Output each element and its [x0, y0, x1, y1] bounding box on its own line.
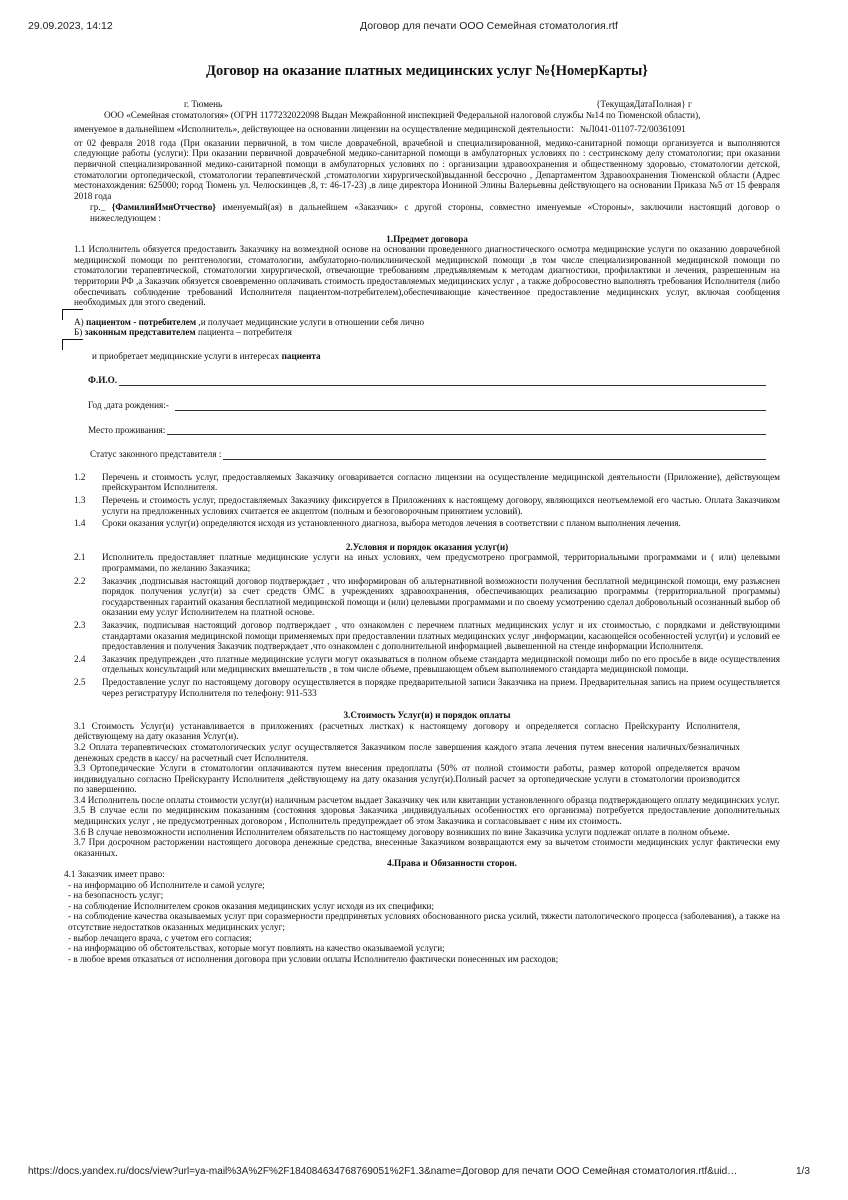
clause-1-3 [74, 495, 780, 516]
clause-text: Заказчик ,подписывая настоящий договор подтверждает , что информирован об альтернативной возможности получения бесплатной медицинской помощи, ему разъяснен порядок получения услуг(и) за счет средств ОМС в учреждениях здравоохранения, обеспечивающих реализацию программы (территориальной программы) государственных гарантий оказания бесплатной медицинской помощи и (или) целевыми программами и по своему усмотрению сделал добровольный осознанный выбор об оказании ему услуг Исполнителем на платной основе. [102, 575, 780, 618]
clause-text: Заказчик, подписывая настоящий договор подтверждает , что ознакомлен с перечнем платных медицинских услуг и их стоимостью, с порядками и действующими стандартами оказания медицинской помощи применяемых при предоставлении платных медицинских услуг ,информации, касающейся особенностей услуг(и) и условий ее предоставления и получения Заказчик подтверждает ,что ознакомлен с дополнительной информацией ,вывешенной на стенде информации Исполнителя. [102, 619, 780, 652]
option-a-bold: пациентом - потребителем [86, 316, 197, 327]
client-fio-placeholder: {ФамилияИмяОтчество} [111, 202, 216, 213]
checkbox-option-b[interactable] [62, 339, 83, 350]
option-a-letter: А) [74, 316, 86, 327]
clause-3-3: 3.3 Ортопедические Услуги в стоматологии оплачиваются путем внесения предоплаты (50% от полной стоимости работы, размер которой определяется врачом индивидуально согласно Прейскуранту Исполнителя ,действующему на дату оказания услуг(и).Полный расчет за ортопедические услуги в стоматологии производится по завершению. [74, 763, 740, 795]
right-item: - выбор лечащего врача, с учетом его согласия; [68, 932, 252, 943]
preamble-license: от 02 февраля 2018 года (При оказании первичной, в том числе доврачебной, врачебной и специализированной, медико-санитарной помощи организуется и выполняются следующие работы (услуги): При оказании первичной доврачебной медико-санитарной помощи в амбулаторных условиях по : сестринскому делу стоматологии; при оказании первичной специализированной медико-санитарной помощи в амбулаторных условиях по : организации здравоохранения и общественному здоровью, стоматологии детской, стоматологии ортопедической, стоматологии терапевтической ,стоматологии хирургической)выданной бессрочно , Департаментом Здравоохранения Тюменской области (Адрес местонахождения: 625000; город Тюмень ул. Челюскинцев ,8, т: 46-17-23) ,в лице директора Иониной Элины Валерьевны действующего на основании Приказа №5 от 15 февраля 2018 года [74, 137, 780, 201]
right-item: - на безопасность услуг; [68, 890, 164, 901]
right-item: - в любое время отказаться от исполнения договора при условии оплаты Исполнителю фактически понесенных им расходов; [68, 953, 559, 964]
clause-3-5: 3.5 В случае если по медицинским показаниям (состояния здоровья Заказчика ,индивидуальных особенностях его организма) потребуется предоставление дополнительных медицинских услуг , не предусмотренных договором , Исполнитель предупреждает об этом Заказчика и согласовывает с ним их стоимость. [74, 805, 780, 827]
field-status[interactable] [90, 449, 766, 460]
right-item: - на информацию об Исполнителе и самой услуге; [68, 879, 265, 890]
clause-3-1: 3.1 Стоимость Услуг(и) устанавливается в приложениях (расчетных листках) к настоящему договору и определяется согласно Прейскуранту Исполнителя, действующему на дату оказания Услуг(и). [74, 720, 740, 742]
clauses-4 [64, 869, 780, 964]
checkbox-option-a[interactable] [62, 309, 83, 320]
clause-number: 2.2 [74, 575, 86, 586]
clauses-2 [74, 552, 780, 698]
right-item: - на соблюдение Исполнителем сроков оказания медицинских услуг исходя из их специфики; [68, 900, 435, 911]
preamble-line-1: ООО «Семейная стоматология» (ОГРН 1177232022098 Выдан Межрайонной инспекцией Федеральной налоговой службы №14 по Тюменской области), [104, 109, 701, 120]
clause-2-3 [74, 620, 780, 652]
clause-3-2: 3.2 Оплата терапевтических стоматологических услуг осуществляется Заказчиком после завершения каждого этапа лечения путем внесения наличных/безналичных денежных средств в кассу/ на расчетный счет Исполнителя. [74, 741, 740, 763]
clauses-1 [74, 472, 780, 529]
print-doc-title: Договор для печати ООО Семейная стоматология.rtf [360, 20, 618, 32]
clause-text: Перечень и стоимость услуг, предоставляемых Заказчику оговаривается согласно лицензии на осуществление медицинской деятельности (Приложение), действующем прейскурантом Исполнителя. [102, 471, 780, 493]
option-a [74, 317, 780, 328]
clause-3-6: 3.6 В случае невозможности исполнения Исполнителем обязательств по настоящему договору возникших по вине Заказчика услуги подлежат оплате в полном объеме. [74, 826, 730, 837]
clause-text: Исполнитель предоставляет платные медицинские услуги на иных условиях, чем предусмотрено программой, территориальными программами и ( или) целевыми программами, по желанию Заказчика; [102, 552, 780, 573]
clause-1-1: 1.1 Исполнитель обязуется предоставить Заказчику на возмездной основе на основании проведенного диагностического осмотра медицинские услуги по оказанию доврачебной медицинской помощи по рентгенологии, стоматологии, амбулаторно-поликлинической медицинской помощи ,в том числе специализированной медицинской помощи по стоматологии терапевтической, стоматологии хирургической, отвечающие требованиям ,предъявляемым к методам диагностики, профилактики и лечения, разрешенным на территории РФ ,а Заказчик обязуется своевременно оплачивать стоимость предоставляемых медицинских услуг , а также добросовестно выполнять требования Исполнителя (либо обеспечивать соблюдение требований Исполнителя пациентом-потребителем),обеспечивающие качественное предоставление медицинских услуг, включая сообщения необходимых для этого сведений. [74, 244, 780, 308]
acquires-line [74, 351, 780, 362]
clause-number: 2.1 [74, 552, 86, 563]
clause-number: 1.2 [74, 471, 86, 482]
section-1-title: 1.Предмет договора [386, 233, 468, 244]
clause-number: 2.5 [74, 676, 86, 687]
clause-1-2 [74, 472, 780, 493]
clause-2-2 [74, 576, 780, 618]
print-datetime: 29.09.2023, 14:12 [28, 20, 113, 32]
acquires-bold: пациента [281, 350, 321, 361]
field-birth-label: Год ,дата рождения:- [88, 400, 169, 411]
section-3-title: 3.Стоимость Услуг(и) и порядок оплаты [343, 710, 511, 721]
city-date-row [74, 99, 780, 110]
right-item: - на соблюдение качества оказываемых услуг при соразмерности предпринятых условиях обоснованного риска усилий, тяжести патологического процесса (заболевания), а также на отсутствие недостатков оказанных медицинских услуг; [68, 911, 780, 932]
field-address-label: Место проживания: [88, 424, 166, 435]
clause-text: Сроки оказания услуг(и) определяются исходя из установленного диагноза, выбора методов лечения в соответствии с планом выполнения лечения. [102, 518, 681, 529]
contract-title: Договор на оказание платных медицинских услуг №{НомерКарты} [205, 63, 648, 79]
right-item: - на информацию об обстоятельствах, которые могут повлиять на качество оказываемой услуги; [68, 943, 445, 954]
clause-3-4: 3.4 Исполнитель после оплаты стоимости услуг(и) наличным расчетом выдает Заказчику чек или квитанции установленного образца подтверждающего оплату медицинских услуг. [74, 794, 780, 805]
field-birth[interactable] [88, 400, 766, 411]
clause-number: 2.4 [74, 653, 86, 664]
clause-text: Предоставление услуг по настоящему договору осуществляется в порядке предварительной записи Заказчика на прием. Предварительная запись на прием осуществляется через регистратуру Исполнителя по телефону: 911-533 [102, 676, 780, 698]
field-status-label: Статус законного представителя : [90, 449, 222, 460]
field-fio[interactable] [88, 375, 766, 386]
document-page [64, 63, 781, 964]
clause-2-5 [74, 677, 780, 698]
clause-number: 1.4 [74, 518, 86, 529]
clause-number: 1.3 [74, 495, 86, 506]
contract-date: {ТекущаяДатаПолная} г [596, 98, 692, 109]
acquires-text: и приобретает медицинские услуги в интересах [92, 350, 282, 361]
field-address[interactable] [88, 425, 766, 436]
city: г. Тюмень [184, 98, 223, 109]
clause-2-4 [74, 654, 780, 675]
print-url: https://docs.yandex.ru/docs/view?url=ya-mail%3A%2F%2F184084634768769051%2F1.3&name=Договор для печати ООО Семейная стоматология.rtf&uid… [28, 1166, 738, 1177]
option-b-letter: Б) [74, 327, 85, 338]
clause-text: Перечень и стоимость услуг, предоставляемых Заказчику фиксируется в Приложениях к настоящему договору, являющихся неотъемлемой его частью. Оплата Заказчиком услуги на предложенных условиях считается ее акцептом (полным и безоговорочным принятием условий). [102, 495, 780, 516]
option-a-text: ,и получает медицинские услуги в отношении себя лично [196, 316, 425, 327]
option-b [74, 327, 780, 338]
clauses-3 [74, 721, 780, 859]
print-page-number: 1/3 [796, 1166, 810, 1177]
client-prefix: гр._ [90, 202, 106, 213]
clause-number: 2.3 [74, 619, 86, 630]
section-2-title: 2.Условия и порядок оказания услуг(и) [345, 541, 509, 552]
client-intro-text: именуемый(ая) в дальнейшем «Заказчик» с другой стороны, совместно именуемые «Стороны», заключили настоящий договор о нижеследующем : [90, 202, 781, 223]
clause-text: Заказчик предупрежден ,что платные медицинские услуги могут оказываться в полном объеме стандарта медицинской помощи либо по его просьбе в виде осуществления отдельных консультаций или медицинских вмешательств , в том числе объеме, превышающем объем выполняемого стандарта медицинской помощи. [102, 653, 780, 675]
clause-3-7: 3.7 При досрочном расторжении настоящего договора денежные средства, внесенные Заказчиком возвращаются ему за вычетом стоимости медицинских услуг фактически ему оказанных. [74, 837, 780, 858]
section-4-title: 4.Права и Обязанности сторон. [387, 858, 517, 869]
clause-1-4 [74, 518, 780, 529]
field-fio-label: Ф.И.О. [88, 375, 118, 386]
clause-4-1: 4.1 Заказчик имеет право: [64, 869, 165, 880]
option-b-text: пациента – потребителя [195, 327, 292, 338]
clause-2-1 [74, 552, 780, 573]
client-intro [74, 202, 780, 223]
preamble-line-2: именуемое в дальнейшем «Исполнитель», действующее на основании лицензии на осуществление медицинской деятельности：№Л041-01107-72/00361091 [74, 124, 686, 135]
option-b-bold: законным представителем [84, 327, 196, 338]
